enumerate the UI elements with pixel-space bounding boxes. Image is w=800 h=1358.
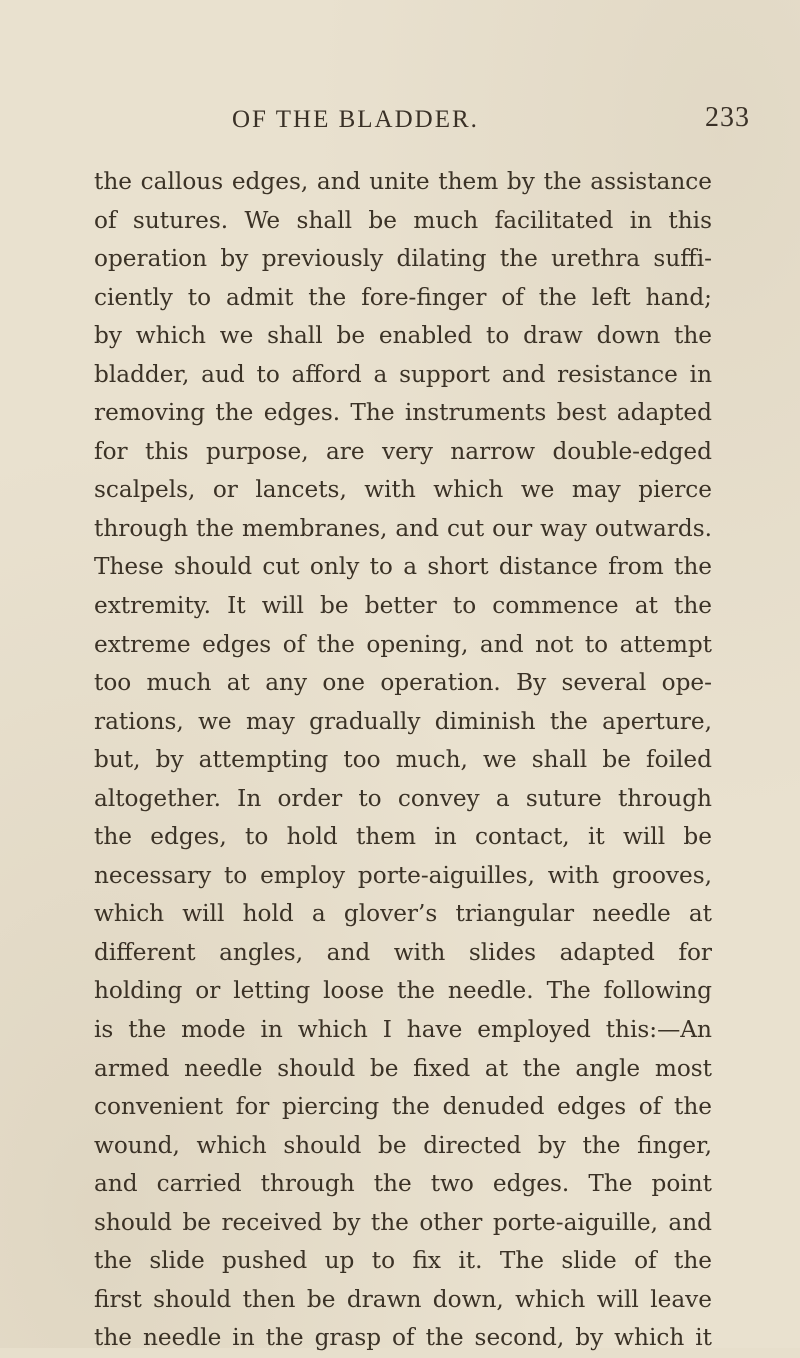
text-line: ciently to admit the fore-finger of the left hand; [94,283,712,311]
text-line: the edges, to hold them in contact, it will be [94,823,712,851]
text-line: altogether. In order to convey a suture through [94,784,712,812]
text-line: holding or letting loose the needle. The following [94,977,712,1005]
text-line: the callous edges, and unite them by the assistance [94,168,712,195]
text-line: different angles, and with slides adapted for [94,938,712,966]
text-line: rations, we may gradually diminish the aperture, [94,707,712,735]
text-line: by which we shall be enabled to draw down the [94,322,712,350]
text-line: the needle in the grasp of the second, by which it [94,1324,712,1352]
running-head: OF THE BLADDER. [232,106,479,133]
text-line: convenient for piercing the denuded edges of the [94,1093,712,1121]
text-line: operation by previously dilating the urethra suffi- [94,245,712,273]
text-line: necessary to employ porte-aiguilles, with grooves, [94,861,712,889]
text-line: and carried through the two edges. The point [94,1170,712,1198]
text-line: first should then be drawn down, which will leave [94,1285,712,1313]
text-line: wound, which should be directed by the finger, [94,1131,712,1159]
text-line: armed needle should be fixed at the angle most [94,1054,712,1082]
body-text [94,163,712,1358]
text-line: but, by attempting too much, we shall be foiled [94,746,712,774]
text-line: bladder, aud to afford a support and resistance in [94,360,712,388]
text-line: These should cut only to a short distance from the [94,553,712,581]
page-number: 233 [705,102,750,133]
text-line: removing the edges. The instruments best adapted [94,399,712,427]
text-line: should be received by the other porte-aiguille, and [94,1208,712,1236]
text-line: extremity. It will be better to commence at the [94,592,712,620]
text-line: for this purpose, are very narrow double-edged [94,437,712,465]
text-line: scalpels, or lancets, with which we may pierce [94,476,712,504]
text-line: of sutures. We shall be much facilitated in this [94,206,712,234]
text-line: is the mode in which I have employed this:—An [94,1016,712,1044]
text-line: through the membranes, and cut our way outwards. [94,514,712,542]
text-line: the slide pushed up to fix it. The slide of the [94,1247,712,1275]
text-line: too much at any one operation. By several ope- [94,669,712,697]
text-line: extreme edges of the opening, and not to attempt [94,630,712,658]
text-line: which will hold a glover’s triangular needle at [94,900,712,928]
